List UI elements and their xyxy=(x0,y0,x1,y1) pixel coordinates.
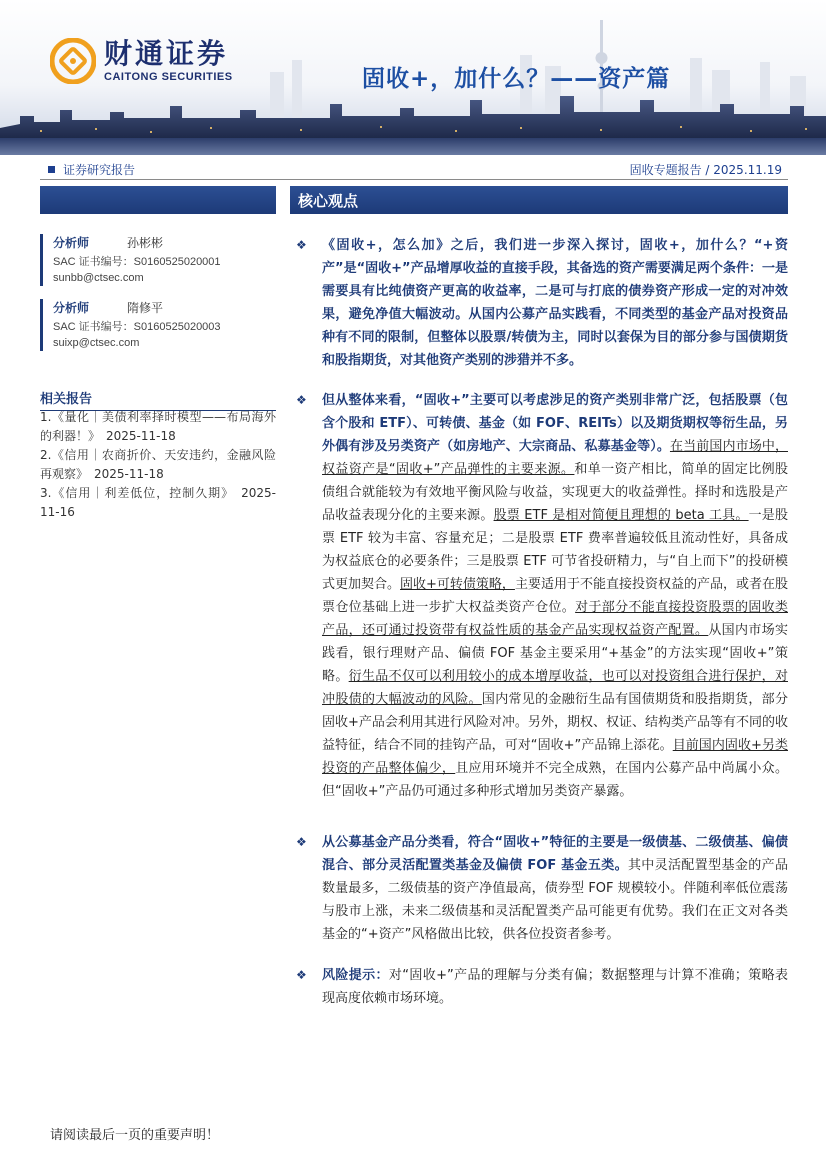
related-report-item[interactable]: 3.《信用｜利差低位，控制久期》 2025-11-16 xyxy=(40,486,276,519)
text-segment: 风险提示： xyxy=(322,968,389,983)
diamond-bullet-icon: ❖ xyxy=(296,968,307,982)
report-category-date: 固收专题报告 / 2025.11.19 xyxy=(629,163,782,177)
company-logo xyxy=(50,38,233,84)
related-reports-list xyxy=(40,408,276,522)
text-segment: 和单一资产相比，简单的固定比例股债组合就能较为有效地平衡风险与收益，实现更大的收益弹性。择时和选股是产品收益表现分化的主要来源。 xyxy=(322,462,788,523)
text-segment: 且应用环境并不完全成熟，在国内公募产品中尚属小众。但“固收+”产品仍可通过多种形式增加另类资产暴露。 xyxy=(322,761,788,799)
text-segment: 目前国内固收+另类投资的产品整体偏少， xyxy=(322,738,788,776)
text-segment: 股票 ETF 是相对简便且理想的 beta 工具。 xyxy=(493,508,749,523)
text-segment: 对“固收+”产品的理解与分类有偏；数据整理与计算不准确；策略表现高度依赖市场环境。 xyxy=(322,968,788,1006)
square-bullet-icon xyxy=(48,166,55,173)
text-segment: 固收+可转债策略， xyxy=(400,577,515,592)
logo-english-name: CAITONG SECURITIES xyxy=(104,71,233,83)
core-point-text xyxy=(322,964,788,1010)
report-header xyxy=(0,0,826,155)
disclaimer-notice: 请阅读最后一页的重要声明！ xyxy=(50,1128,220,1143)
core-point-text xyxy=(322,831,788,946)
diamond-bullet-icon: ❖ xyxy=(296,238,307,252)
sidebar-header-band xyxy=(40,186,276,214)
core-point-text xyxy=(322,389,788,803)
analyst-card xyxy=(40,234,276,286)
analyst-sac-number: SAC 证书编号：S0160525020003 xyxy=(53,321,221,333)
text-segment: 但从整体来看，“固收+”主要可以考虑涉足的资产类别非常广泛，包括股票（包含个股和 ETF）、可转债、基金（如 FOF、REITs）以及期货期权等衍生品，另外偶有涉及另类资产（如房地产、大宗商品、私募基金等）。 xyxy=(322,393,788,454)
text-segment: 对于部分不能直接投资股票的固收类产品，还可通过投资带有权益性质的基金产品实现权益资产配置。 xyxy=(322,600,788,638)
report-type xyxy=(48,161,135,178)
analyst-email[interactable]: suixp@ctsec.com xyxy=(53,337,140,349)
meta-row xyxy=(40,160,788,180)
logo-chinese-name: 财通证券 xyxy=(104,37,229,70)
core-views-header xyxy=(290,186,788,214)
analyst-card xyxy=(40,299,276,351)
analyst-email[interactable]: sunbb@ctsec.com xyxy=(53,272,144,284)
related-reports-title: 相关报告 xyxy=(40,388,276,411)
analyst-sac-number: SAC 证书编号：S0160525020001 xyxy=(53,256,221,268)
diamond-bullet-icon: ❖ xyxy=(296,835,307,849)
text-segment: 在当前国内市场中，权益资产是“固收+”产品弹性的主要来源。 xyxy=(322,439,788,477)
analyst-label: 分析师 xyxy=(53,236,90,250)
text-segment: 其中灵活配置型基金的产品数量最多，二级债基的资产净值最高，债券型 FOF 规模较小。伴随利率低位震荡与股市上涨，未来二级债基和灵活配置类产品可能更有优势。我们在正文对各类基金的“+资产”风格做出比较，供各位投资者参考。 xyxy=(322,858,788,942)
text-segment: 一是股票 ETF 较为丰富、容量充足；二是股票 ETF 费率普遍较低且流动性好，具备成为权益底仓的必要条件；三是股票 ETF 可节省投研精力，与“自上而下”的投研模式更加契合。 xyxy=(322,508,788,592)
text-segment: 国内常见的金融衍生品有国债期货和股指期货，部分固收+产品会利用其进行风险对冲。另外，期权、权证、结构类产品等有不同的收益特征，结合不同的挂钩产品，可对“固收+”产品锦上添花。 xyxy=(322,692,788,753)
report-title: 固收+，加什么？——资产篇 xyxy=(362,66,671,92)
text-segment: 主要适用于不能直接投资权益的产品，或者在股票仓位基础上进一步扩大权益类资产仓位。 xyxy=(322,577,788,615)
related-report-item[interactable]: 2.《信用｜农商折价、天安违约，金融风险再观察》 2025-11-18 xyxy=(40,448,276,481)
logo-coin-icon xyxy=(50,38,96,84)
text-segment: 衍生品不仅可以利用较小的成本增厚收益，也可以对投资组合进行保护，对冲股债的大幅波动的风险。 xyxy=(322,669,788,707)
core-point xyxy=(296,234,788,372)
analyst-name: 隋修平 xyxy=(127,301,164,315)
text-segment: 《固收+，怎么加》之后，我们进一步深入探讨，固收+，加什么？“+资产”是“固收+”产品增厚收益的直接手段，其备选的资产需要满足两个条件：一是需要具有比纯债资产更高的收益率，二是可与打底的债券资产形成一定的对冲效果，避免净值大幅波动。从国内公募产品实践看，不同类型的基金产品对投资品种有不同的限制，但整体以股票/转债为主，同时以套保为目的部分参与国债期货和股指期货，对其他资产类别的涉猎并不多。 xyxy=(322,238,788,368)
report-type-label: 证券研究报告 xyxy=(63,163,136,177)
core-point xyxy=(296,964,788,1010)
related-report-item[interactable]: 1.《量化｜美债利率择时模型——布局海外的利器！》 2025-11-18 xyxy=(40,410,276,443)
analyst-name: 孙彬彬 xyxy=(127,236,164,250)
text-segment: 从公募基金产品分类看，符合“固收+”特征的主要是一级债基、二级债基、偏债混合、部分灵活配置类基金及偏债 FOF 基金五类。 xyxy=(322,835,788,873)
core-point xyxy=(296,831,788,946)
core-point xyxy=(296,389,788,803)
diamond-bullet-icon: ❖ xyxy=(296,393,307,407)
analyst-label: 分析师 xyxy=(53,301,90,315)
core-point-text xyxy=(322,234,788,372)
core-views-title: 核心观点 xyxy=(298,192,359,210)
text-segment: 从国内市场实践看，银行理财产品、偏债 FOF 基金主要采用“+基金”的方法实现“固收+”策略。 xyxy=(322,623,788,684)
